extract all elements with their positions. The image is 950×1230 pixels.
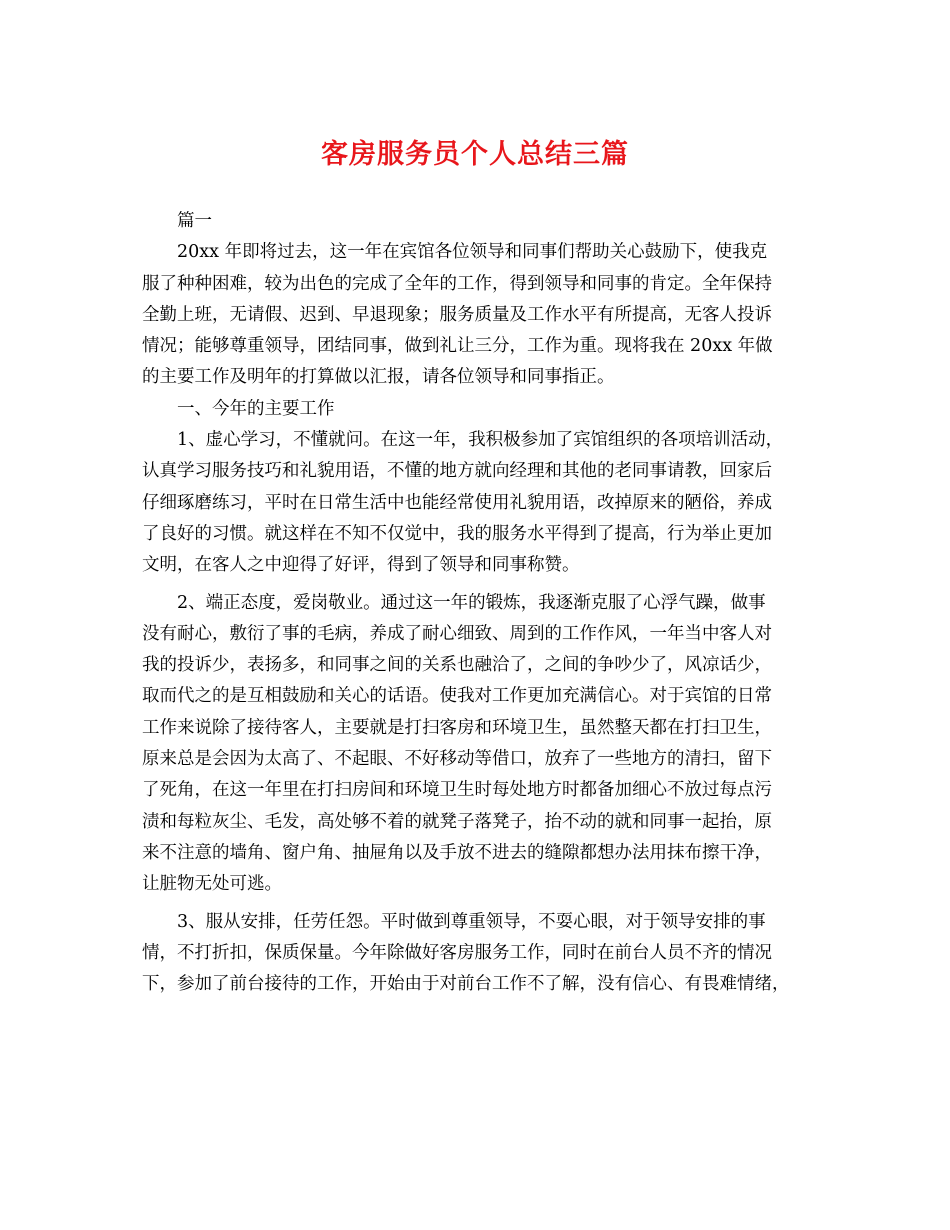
text-line: 情，不打折扣，保质保量。今年除做好客房服务工作，同时在前台人员不齐的情况	[142, 942, 772, 963]
text-line: 渍和每粒灰尘、毛发，高处够不着的就凳子落凳子，抬不动的就和同事一起抬，原	[142, 811, 772, 832]
document-title: 客房服务员个人总结三篇	[321, 139, 629, 170]
text-line: 了死角，在这一年里在打扫房间和环境卫生时每处地方时都备加细心不放过每点污	[142, 780, 772, 801]
text-line: 取而代之的是互相鼓励和关心的话语。使我对工作更加充满信心。对于宾馆的日常	[142, 686, 772, 707]
text-line: 一、今年的主要工作	[177, 398, 335, 419]
text-line: 仔细琢磨练习，平时在日常生活中也能经常使用礼貌用语，改掉原来的陋俗，养成	[142, 492, 772, 513]
text-line: 20xx 年即将过去，这一年在宾馆各位领导和同事们帮助关心鼓励下，使我克	[177, 242, 768, 263]
text-line: 没有耐心，敷衍了事的毛病，养成了耐心细致、周到的工作作风，一年当中客人对	[142, 623, 772, 644]
text-line: 工作来说除了接待客人，主要就是打扫客房和环境卫生，虽然整天都在打扫卫生，	[142, 717, 772, 738]
text-line: 服了种种困难，较为出色的完成了全年的工作，得到领导和同事的肯定。全年保持	[142, 273, 772, 294]
text-line: 情况；能够尊重领导，团结同事，做到礼让三分，工作为重。现将我在 20xx 年做	[142, 336, 773, 357]
text-line: 文明，在客人之中迎得了好评，得到了领导和同事称赞。	[142, 555, 580, 576]
text-line: 了良好的习惯。就这样在不知不仅觉中，我的服务水平得到了提高，行为举止更加	[142, 523, 772, 544]
text-line: 全勤上班，无请假、迟到、早退现象；服务质量及工作水平有所提高，无客人投诉	[142, 304, 772, 325]
text-line: 3、服从安排，任劳任怨。平时做到尊重领导，不耍心眼，对于领导安排的事	[177, 911, 766, 932]
text-line: 下，参加了前台接待的工作，开始由于对前台工作不了解，没有信心、有畏难情绪，	[142, 974, 790, 995]
text-line: 我的投诉少，表扬多，和同事之间的关系也融洽了，之间的争吵少了，风凉话少，	[142, 655, 772, 676]
text-line: 2、端正态度，爱岗敬业。通过这一年的锻炼，我逐渐克服了心浮气躁，做事	[177, 592, 766, 613]
text-line: 认真学习服务技巧和礼貌用语，不懂的地方就向经理和其他的老同事请教，回家后	[142, 461, 772, 482]
text-line: 篇一	[177, 211, 212, 231]
text-line: 来不注意的墙角、窗户角、抽屉角以及手放不进去的缝隙都想办法用抹布擦干净，	[142, 842, 772, 863]
text-line: 让脏物无处可逃。	[142, 874, 282, 895]
text-line: 1、虚心学习，不懂就问。在这一年，我积极参加了宾馆组织的各项培训活动，	[177, 430, 784, 451]
document-body	[142, 206, 825, 1000]
text-line: 的主要工作及明年的打算做以汇报，请各位领导和同事指正。	[142, 367, 615, 388]
text-line: 原来总是会因为太高了、不起眼、不好移动等借口，放弃了一些地方的清扫，留下	[142, 749, 772, 770]
